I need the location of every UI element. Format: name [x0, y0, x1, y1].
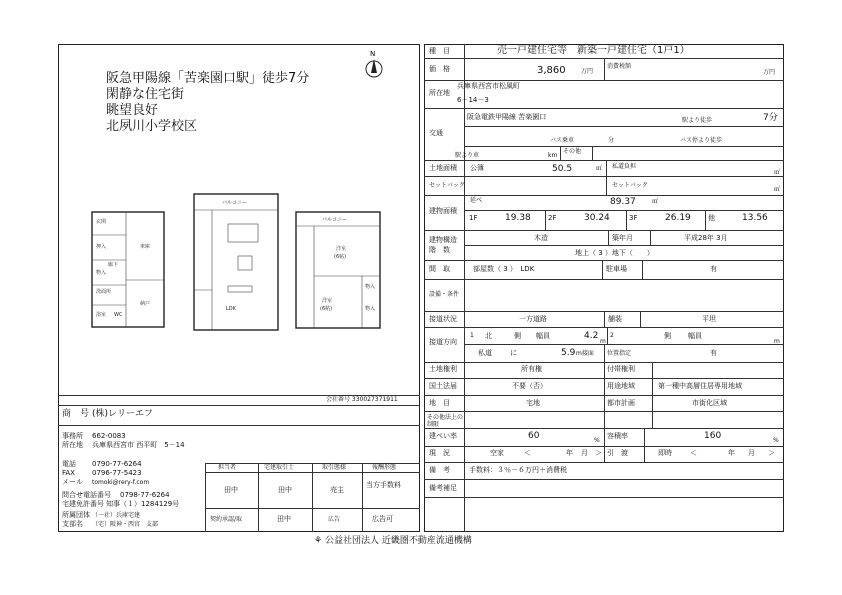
handover: 即時	[658, 449, 672, 457]
f3-area: 26.19	[665, 213, 691, 223]
f3-room2: 洋室	[322, 298, 333, 304]
other-area: 13.56	[742, 213, 768, 223]
land-right-label: 土地権利	[429, 365, 457, 373]
f3-balcony: バルコニー	[322, 217, 348, 223]
layout-label: 間 取	[429, 265, 450, 273]
road-dir2-num: 2	[610, 332, 614, 339]
use-area-label: 用途地域	[607, 382, 635, 390]
location-label: 所在地	[429, 89, 450, 97]
north-arrow-icon	[362, 48, 386, 80]
property-type: 売一戸建住宅等 新築一戸建住宅（1戸1）	[497, 45, 690, 56]
road-status: 一方道路	[519, 315, 547, 323]
built: 平成28年 3月	[684, 234, 728, 242]
f1-wc: WC	[114, 312, 123, 318]
f1-closet: 押入	[96, 244, 107, 250]
frontage-label: に	[510, 349, 517, 357]
license: 知事（１）1284129号	[106, 500, 180, 508]
private-road-sqm: ㎡	[774, 169, 781, 176]
handover-gt: ＞	[768, 449, 775, 457]
parking-label: 駐車場	[606, 265, 627, 273]
line: 阪急電鉄甲陽線 苦楽園口	[467, 113, 547, 121]
other-limit-label: その他法上の制限	[427, 414, 464, 428]
trade-name: (株)レリーエフ	[92, 409, 154, 419]
frontage: 5.9	[561, 348, 576, 358]
building-area-label: 建物面積	[429, 207, 457, 215]
staff-value-0: 田中	[224, 486, 238, 494]
f3-room1-size: (6帖)	[334, 254, 347, 260]
f1-parking: 車庫	[140, 244, 151, 250]
land-sqm: ㎡	[596, 165, 603, 172]
station-dist-label: 駅より車	[455, 152, 480, 159]
price: 3,860	[537, 65, 566, 76]
address: 兵庫県西宮市 西平町 5－14	[92, 441, 185, 449]
built-label: 築年月	[612, 234, 633, 242]
f3-room1: 洋室	[336, 246, 347, 252]
road-status-label: 接道状況	[429, 315, 457, 323]
bus-label: バス乗車	[550, 137, 575, 144]
current-gt: ＞	[595, 449, 602, 457]
f3-label: 3F	[629, 214, 638, 222]
current: 空家	[490, 449, 504, 457]
svg-text:N: N	[370, 50, 376, 58]
handover-year: 年	[728, 449, 735, 457]
structure: 木造	[534, 234, 548, 242]
location1: 兵庫県西宮市松風町	[457, 82, 520, 90]
other-right-label: 付帯権利	[607, 365, 635, 373]
staff-header-3: 報酬形態	[372, 464, 397, 471]
contract-value: 田中	[277, 515, 291, 523]
fax: 0796-77-5423	[92, 469, 142, 477]
walk-value: 7分	[763, 113, 778, 123]
inquiry-label: 問合せ電話番号	[62, 491, 111, 499]
assoc-label: 所属団体	[62, 511, 90, 519]
paved-label: 舗装	[608, 315, 622, 323]
road-width: 4.2	[584, 331, 599, 341]
national-law-label: 国土法届	[429, 382, 457, 390]
current-month: 月	[581, 449, 588, 457]
staff-header-1: 宅建取引士	[264, 464, 295, 471]
building-total-sqm: ㎡	[652, 198, 659, 205]
branch-label: 支部名	[62, 520, 83, 528]
footer-text: 公益社団法人 近畿圏不動産流通機構	[324, 536, 472, 546]
layout: 部屋数（ 3 ） LDK	[473, 265, 535, 273]
remarks-label: 備 考	[429, 466, 450, 474]
road-width2-m: m	[774, 338, 780, 345]
handover-month: 月	[748, 449, 755, 457]
f2-area: 30.24	[584, 213, 610, 223]
facility-label: 設備・条件	[429, 291, 460, 298]
floors: 地上（ 3 ）地下（ ）	[575, 249, 654, 257]
headline-line3: 眺望良好	[106, 103, 159, 118]
road-side2: 側	[664, 332, 671, 340]
setback-label-right: セットバック	[612, 182, 648, 189]
width-label1: 幅員	[536, 332, 550, 340]
headline-line1: 阪急甲陽線「苦楽園口駅」徒歩7分	[106, 71, 310, 86]
current-year: 年	[566, 449, 573, 457]
floorplan	[88, 190, 388, 340]
f2-ldk: LDK	[226, 306, 236, 312]
staff-value-3: 当方手数料	[366, 481, 401, 489]
bus-min: 分	[608, 137, 615, 144]
price-label: 価 格	[429, 65, 450, 73]
setback-label-left: セットバック	[429, 182, 465, 189]
trade-name-label: 商 号	[62, 409, 90, 419]
private-road-label: 私道負担	[612, 163, 637, 170]
other: その他	[563, 148, 582, 155]
type-label: 種 目	[429, 47, 450, 55]
coverage-pct: %	[594, 437, 600, 444]
current-lt: ＜	[524, 449, 531, 457]
road-dir1: 北	[485, 332, 492, 340]
tel-label: 電話	[62, 460, 76, 468]
f1-room: 納戸	[140, 301, 151, 307]
price-unit: 万円	[581, 68, 594, 75]
transport-label: 交通	[429, 129, 443, 137]
walk-label: 駅より徒歩	[682, 117, 713, 124]
floorplan-3f	[296, 212, 380, 328]
ad-value: 広告可	[372, 515, 393, 523]
chimoku: 宅地	[526, 399, 540, 407]
current-label: 現 況	[429, 449, 450, 457]
handover-label: 引 渡	[607, 449, 628, 457]
headline-line4: 北夙川小学校区	[106, 119, 198, 134]
tax-label: 消費税額	[607, 63, 632, 70]
land-area: 50.5	[552, 164, 573, 174]
license-id: 会社番号 330027371911	[326, 396, 398, 403]
tax-unit: 万円	[763, 69, 776, 76]
coverage-label: 建ぺい率	[429, 432, 457, 440]
far: 160	[704, 431, 722, 441]
road-dir1-num: 1	[470, 332, 474, 339]
bus-walk-label: バス停より徒歩	[680, 137, 723, 144]
staff-value-1: 田中	[278, 486, 292, 494]
staff-header-2: 取引態様	[322, 464, 347, 471]
frontage-unit: m接面	[576, 350, 594, 357]
chimoku-label: 地 目	[429, 399, 450, 407]
handover-lt: ＜	[690, 449, 697, 457]
location2: 6－14－3	[457, 96, 489, 104]
footer-org	[314, 537, 472, 546]
road-dir-label: 接道方向	[429, 338, 457, 346]
building-total: 89.37	[610, 197, 636, 207]
national-law: 不要（否）	[512, 382, 547, 390]
far-pct: %	[773, 437, 779, 444]
org-logo-icon: ⚘	[314, 536, 323, 546]
ad-label: 広告	[328, 516, 341, 523]
mail-label: メール	[62, 478, 83, 486]
land-area-label: 土地面積	[429, 164, 457, 172]
f1-corridor: 廊下	[108, 262, 119, 268]
building-total-label: 延べ	[470, 197, 483, 204]
postal-label: 事務所	[62, 432, 83, 440]
other-area-label: 他	[708, 214, 715, 222]
city-plan-label: 都市計画	[607, 399, 635, 407]
use-area: 第一種中高層住居専用地域	[658, 382, 742, 390]
floorplan-2f	[194, 194, 278, 330]
tel: 0790-77-6264	[92, 460, 142, 468]
f3-closet1: 物入	[365, 284, 376, 290]
fax-label: FAX	[62, 469, 75, 477]
parking: 有	[710, 265, 717, 273]
f1-label: 1F	[469, 214, 478, 222]
setback-sqm: ㎡	[774, 186, 781, 193]
road-width-m: m	[600, 338, 606, 345]
f1-storage: 物入	[96, 270, 107, 276]
floorplan-1f	[92, 212, 164, 327]
land-right: 所有権	[521, 365, 542, 373]
road-type: 私道	[478, 349, 492, 357]
inquiry: 0798-77-6264	[120, 491, 170, 499]
approve-label: 位置指定	[607, 350, 632, 357]
far-label: 容積率	[607, 432, 628, 440]
address-label: 所在地	[62, 441, 83, 449]
f3-room2-size: (6帖)	[320, 306, 333, 312]
notes-label: 備考補足	[429, 484, 457, 492]
f3-closet2: 物入	[365, 306, 376, 312]
postal: 662-0083	[92, 432, 126, 440]
coverage: 60	[528, 431, 540, 441]
km: km	[548, 152, 558, 159]
staff-value-2: 売主	[330, 486, 344, 494]
f1-bath: 浴室	[96, 312, 107, 318]
land-kind: 公簿	[470, 164, 484, 172]
structure-label: 建物構造	[429, 236, 457, 244]
f2-balcony: バルコニー	[222, 200, 248, 206]
staff-header-0: 担当者	[218, 464, 237, 471]
width-label2: 幅員	[688, 332, 702, 340]
assoc: （一社）兵庫宅建	[92, 512, 141, 519]
paved: 平坦	[702, 315, 716, 323]
f1-entrance: 玄関	[96, 219, 107, 225]
headline-line2: 閑静な住宅街	[106, 87, 185, 102]
city-plan: 市街化区域	[692, 399, 727, 407]
f1-area: 19.38	[505, 213, 531, 223]
mail: tomoki@rery-f.com	[92, 479, 150, 486]
f1-wash: 洗面所	[96, 289, 112, 295]
contract-label: 契約承認/取	[210, 516, 243, 523]
branch: （宅）阪神・西宮 支部	[92, 521, 159, 528]
f2-label: 2F	[548, 214, 557, 222]
approve: 有	[710, 349, 717, 357]
road-side1: 側	[514, 332, 521, 340]
floors-label: 階 数	[429, 246, 450, 254]
remarks: 手数料：３％－６万円＋消費税	[469, 466, 567, 474]
license-label: 宅建免許番号	[62, 500, 104, 508]
